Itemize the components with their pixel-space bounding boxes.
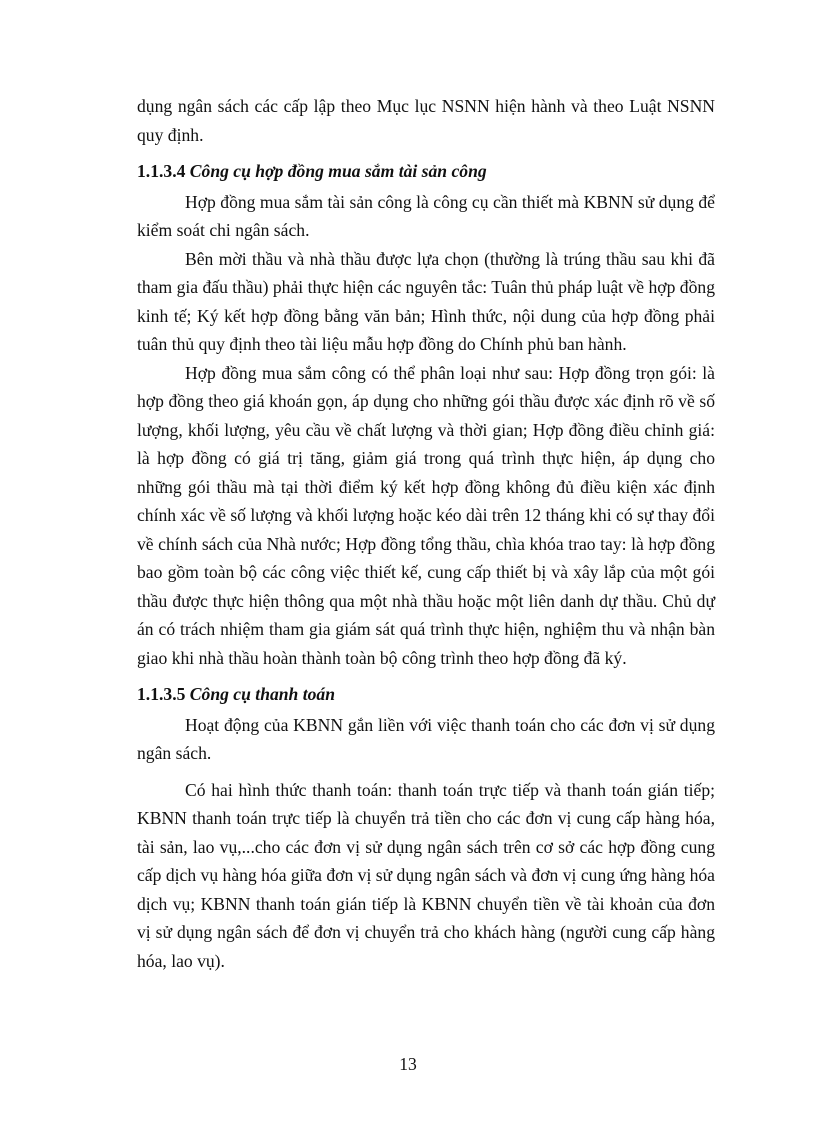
- paragraph: Hợp đồng mua sắm tài sản công là công cụ cần thiết mà KBNN sử dụng để kiểm soát chi ngân sách.: [137, 191, 715, 240]
- section-title: Công cụ hợp đồng mua sắm tài sản công: [189, 161, 487, 181]
- paragraph: Có hai hình thức thanh toán: thanh toán trực tiếp và thanh toán gián tiếp; KBNN thanh toán trực tiếp là chuyển trả tiền cho các đơn vị cung cấp hàng hóa, tài sản, lao vụ,...cho các đơn vị sử dụng ngân sách trên cơ sở các hợp đồng cung cấp dịch vụ hàng hóa giữa đơn vị sử dụng ngân sách và đơn vị cung ứng hàng hóa dịch vụ; KBNN thanh toán gián tiếp là KBNN chuyển tiền về tài khoản của đơn vị sử dụng ngân sách để đơn vị chuyển trả cho khách hàng (người cung cấp hàng hóa, lao vụ).: [137, 779, 715, 971]
- paragraph-continuation: dụng ngân sách các cấp lập theo Mục lục NSNN hiện hành và theo Luật NSNN quy định.: [137, 96, 715, 145]
- document-body: [137, 92, 715, 975]
- page-number: 13: [399, 1054, 417, 1074]
- paragraph: Hợp đồng mua sắm công có thể phân loại như sau: Hợp đồng trọn gói: là hợp đồng theo giá khoán gọn, áp dụng cho những gói thầu được xác định rõ về số lượng, khối lượng, yêu cầu về chất lượng và thời gian; Hợp đồng điều chỉnh giá: là hợp đồng có giá trị tăng, giảm giá trong quá trình thực hiện, áp dụng cho những gói thầu mà tại thời điểm ký kết hợp đồng không đủ điều kiện xác định chính xác về số lượng và khối lượng hoặc kéo dài trên 12 tháng khi có sự thay đổi về chính sách của Nhà nước; Hợp đồng tổng thầu, chìa khóa trao tay: là hợp đồng bao gồm toàn bộ các công việc thiết kế, cung cấp thiết bị và xây lắp của một gói thầu được thực hiện thông qua một nhà thầu hoặc một liên danh dự thầu. Chủ dự án có trách nhiệm tham gia giám sát quá trình thực hiện, nghiệm thu và nhận bàn giao khi nhà thầu hoàn thành toàn bộ công trình theo hợp đồng đã ký.: [137, 362, 715, 668]
- section-number: 1.1.3.4: [137, 161, 186, 181]
- section-title: Công cụ thanh toán: [189, 684, 336, 704]
- paragraph: Hoạt động của KBNN gắn liền với việc thanh toán cho các đơn vị sử dụng ngân sách.: [137, 714, 715, 763]
- section-number: 1.1.3.5: [137, 684, 186, 704]
- section-heading-1-1-3-5: [137, 680, 715, 709]
- section-heading-1-1-3-4: [137, 157, 715, 186]
- paragraph: Bên mời thầu và nhà thầu được lựa chọn (thường là trúng thầu sau khi đã tham gia đấu thầu) phải thực hiện các nguyên tắc: Tuân thủ pháp luật về hợp đồng kinh tế; Ký kết hợp đồng bằng văn bản; Hình thức, nội dung của hợp đồng phải tuân thủ quy định theo tài liệu mẫu hợp đồng do Chính phủ ban hành.: [137, 248, 715, 354]
